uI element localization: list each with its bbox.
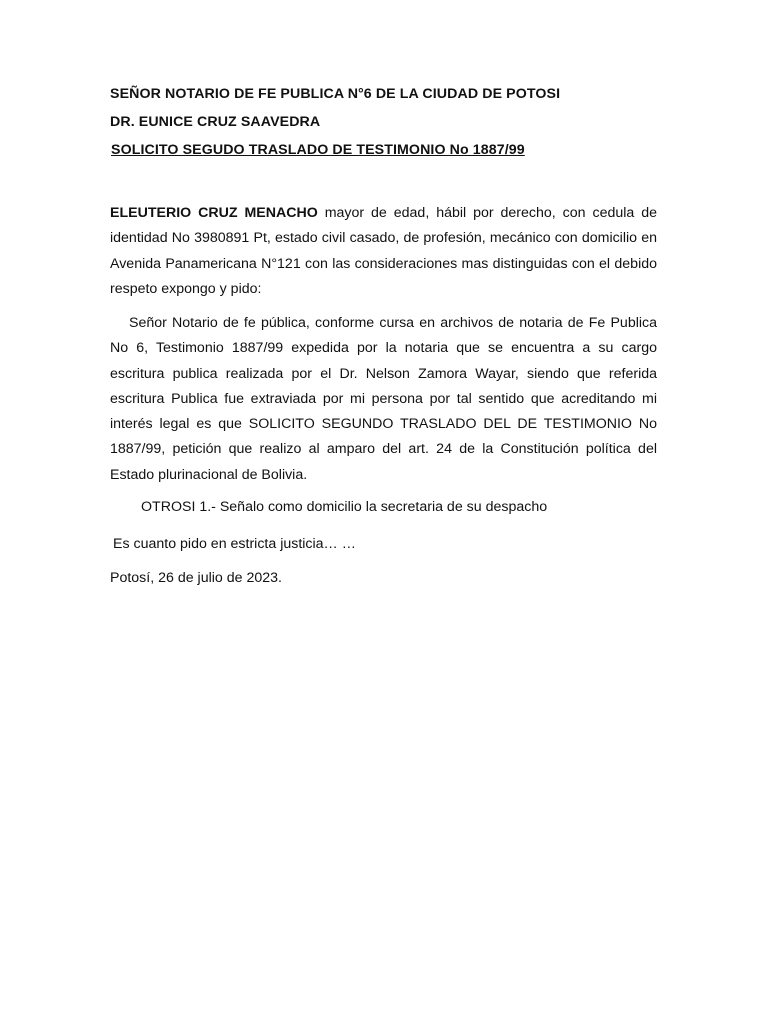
request-subject-heading: SOLICITO SEGUDO TRASLADO DE TESTIMONIO No 1887/99 <box>111 142 525 158</box>
place-date-line: Potosí, 26 de julio de 2023. <box>110 570 282 586</box>
otrosi-clause: OTROSI 1.- Señalo como domicilio la secretaria de su despacho <box>141 499 548 515</box>
request-paragraph: Señor Notario de fe pública, conforme cursa en archivos de notaria de Fe Publica No 6, Testimonio 1887/99 expedida por la notaria que se encuentra a su cargo escritura publica realizada por el Dr. Nelson Zamora Wayar, siendo que referida escritura Publica fue extraviada por mi persona por tal sentido que acreditando mi interés legal es que SOLICITO SEGUNDO TRASLADO DEL DE TESTIMONIO No 1887/99, petición que realizo al amparo del art. 24 de la Constitución política del Estado plurinacional de Bolivia. <box>110 315 657 483</box>
notary-name-heading: DR. EUNICE CRUZ SAAVEDRA <box>110 114 321 130</box>
petitioner-paragraph <box>110 201 657 302</box>
petitioner-details: mayor de edad, hábil por derecho, con cedula de identidad No 3980891 Pt, estado civil casado, de profesión, mecánico con domicilio en Avenida Panamericana N°121 con las consideraciones mas distinguidas con el debido respeto expongo y pido: <box>110 205 657 297</box>
closing-line: Es cuanto pido en estricta justicia… … <box>113 536 356 552</box>
addressee-heading: SEÑOR NOTARIO DE FE PUBLICA N°6 DE LA CIUDAD DE POTOSI <box>110 86 561 102</box>
petitioner-name: ELEUTERIO CRUZ MENACHO <box>110 205 318 221</box>
